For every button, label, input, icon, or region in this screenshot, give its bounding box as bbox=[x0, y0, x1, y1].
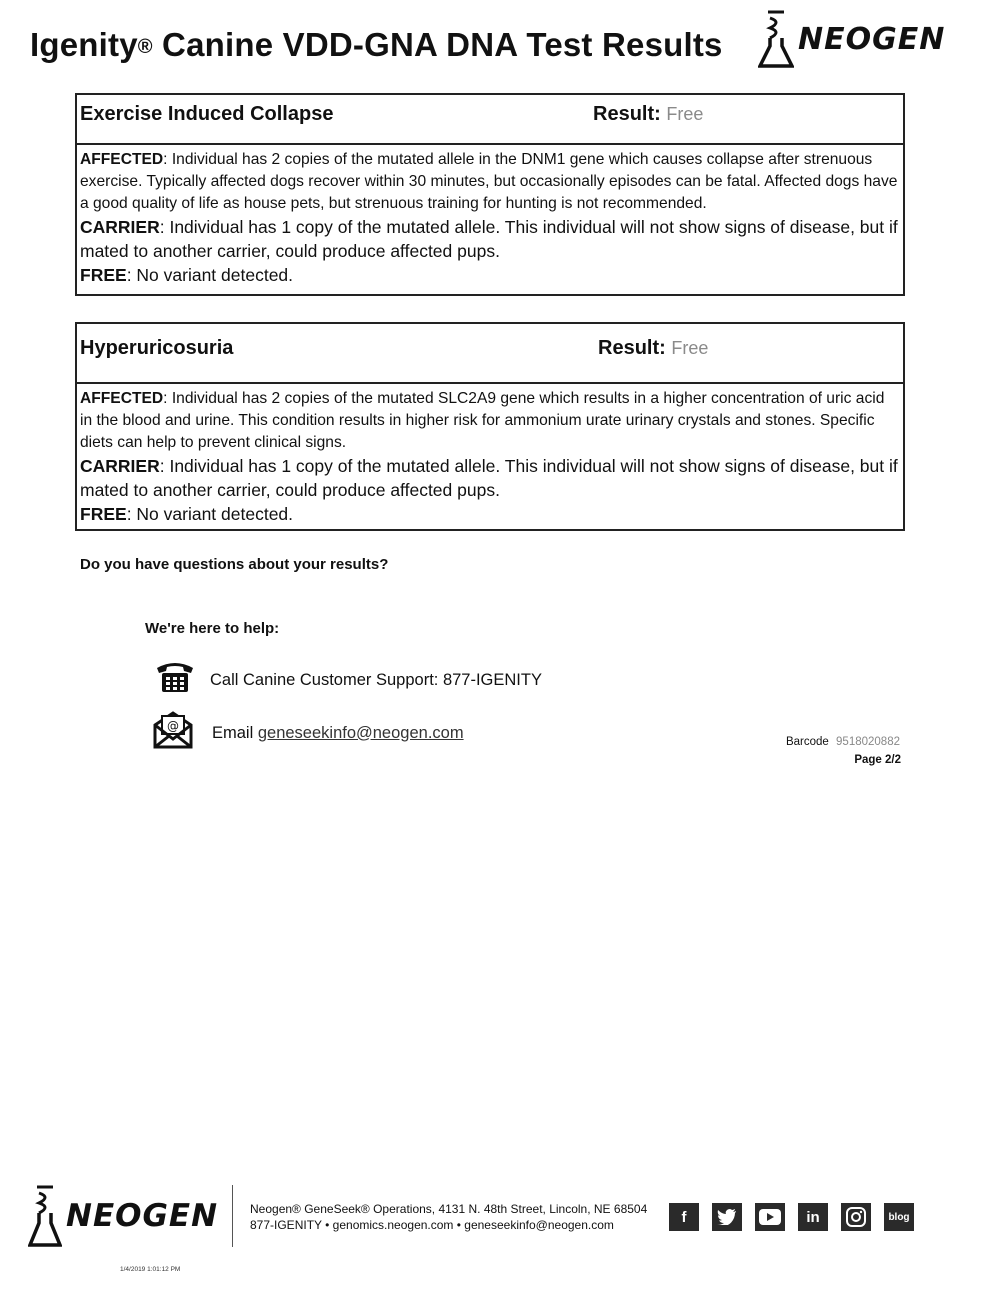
questions-heading: Do you have questions about your results? bbox=[80, 556, 389, 573]
carrier-text: : Individual has 1 copy of the mutated allele. This individual will not show signs of disease, but if mated to another carrier, could produce affected pups. bbox=[80, 217, 898, 261]
panel-header bbox=[77, 324, 903, 384]
facebook-icon[interactable]: f bbox=[669, 1203, 699, 1231]
print-timestamp: 1/4/2019 1:01:12 PM bbox=[120, 1266, 181, 1273]
svg-text:@: @ bbox=[167, 719, 179, 733]
barcode-value: 9518020882 bbox=[836, 736, 900, 748]
email-prefix: Email bbox=[212, 723, 258, 742]
affected-text: : Individual has 2 copies of the mutated allele in the DNM1 gene which causes collapse after strenuous exercise. Typically affected dogs recover within 30 minutes, but occasionally episodes can be fatal. Affected dogs have a good quality of life as house pets, but strenuous training for hunting is not recommended. bbox=[80, 151, 898, 212]
blog-icon[interactable]: blog bbox=[884, 1203, 914, 1231]
instagram-icon[interactable] bbox=[841, 1203, 871, 1231]
test-panel-hyperuricosuria bbox=[75, 322, 905, 531]
result-value: Free bbox=[666, 104, 704, 124]
free-description bbox=[80, 263, 900, 287]
affected-description bbox=[80, 388, 900, 454]
phone-support-text: Call Canine Customer Support: 877-IGENITY bbox=[210, 670, 542, 689]
email-text bbox=[212, 724, 464, 743]
affected-description bbox=[80, 149, 900, 215]
email-link[interactable]: geneseekinfo@neogen.com bbox=[257, 723, 464, 742]
footer-address-line1: Neogen® GeneSeek® Operations, 4131 N. 48th Street, Lincoln, NE 68504 bbox=[250, 1202, 648, 1216]
phone-contact bbox=[153, 658, 542, 694]
footer-logo-text: NEOGEN bbox=[66, 1198, 219, 1234]
affected-label: AFFECTED bbox=[80, 151, 164, 168]
youtube-icon[interactable] bbox=[755, 1203, 785, 1231]
telephone-icon bbox=[153, 658, 197, 694]
result-label: Result: bbox=[598, 337, 666, 359]
neogen-logo-text: NEOGEN bbox=[798, 21, 946, 57]
footer-address bbox=[250, 1201, 647, 1233]
test-name: Hyperuricosuria bbox=[80, 337, 234, 359]
linkedin-icon[interactable]: in bbox=[798, 1203, 828, 1231]
free-text: : No variant detected. bbox=[126, 265, 294, 285]
twitter-icon[interactable] bbox=[712, 1203, 742, 1231]
help-heading: We're here to help: bbox=[145, 620, 280, 637]
test-name: Exercise Induced Collapse bbox=[80, 103, 334, 125]
result-value: Free bbox=[671, 338, 709, 358]
email-contact bbox=[153, 709, 464, 749]
carrier-text: : Individual has 1 copy of the mutated allele. This individual will not show signs of disease, but if mated to another carrier, could produce affected pups. bbox=[80, 456, 898, 500]
page-number: Page 2/2 bbox=[854, 754, 901, 766]
free-label: FREE bbox=[80, 265, 127, 285]
carrier-description bbox=[80, 454, 900, 502]
carrier-label: CARRIER bbox=[80, 217, 160, 237]
result-field bbox=[598, 337, 708, 360]
panel-description bbox=[77, 145, 903, 291]
free-label: FREE bbox=[80, 504, 127, 524]
test-panel-exercise-induced-collapse bbox=[75, 93, 905, 296]
page-title: Igenity® Canine VDD-GNA DNA Test Results bbox=[30, 26, 723, 63]
panel-description bbox=[77, 384, 903, 530]
envelope-icon bbox=[153, 709, 193, 749]
affected-text: : Individual has 2 copies of the mutated SLC2A9 gene which results in a higher concentration of uric acid in the blood and urine. This condition results in higher risk for ammonium urate urinary crystals and stones. Specific diets can help to prevent clinical signs. bbox=[80, 390, 885, 451]
barcode-field bbox=[786, 736, 900, 748]
carrier-label: CARRIER bbox=[80, 456, 160, 476]
footer-address-line2: 877-IGENITY • genomics.neogen.com • geneseekinfo@neogen.com bbox=[250, 1218, 614, 1232]
result-field bbox=[593, 103, 703, 126]
barcode-label: Barcode bbox=[785, 736, 829, 748]
result-label: Result: bbox=[593, 103, 661, 125]
free-description bbox=[80, 502, 900, 526]
neogen-flask-icon bbox=[28, 1183, 62, 1249]
neogen-logo bbox=[758, 8, 945, 70]
affected-label: AFFECTED bbox=[80, 390, 164, 407]
free-text: : No variant detected. bbox=[126, 504, 294, 524]
carrier-description bbox=[80, 215, 900, 263]
footer-neogen-logo bbox=[28, 1183, 218, 1249]
footer-divider bbox=[232, 1185, 233, 1247]
panel-header bbox=[77, 95, 903, 145]
social-links bbox=[669, 1203, 914, 1231]
neogen-flask-icon bbox=[758, 8, 794, 70]
